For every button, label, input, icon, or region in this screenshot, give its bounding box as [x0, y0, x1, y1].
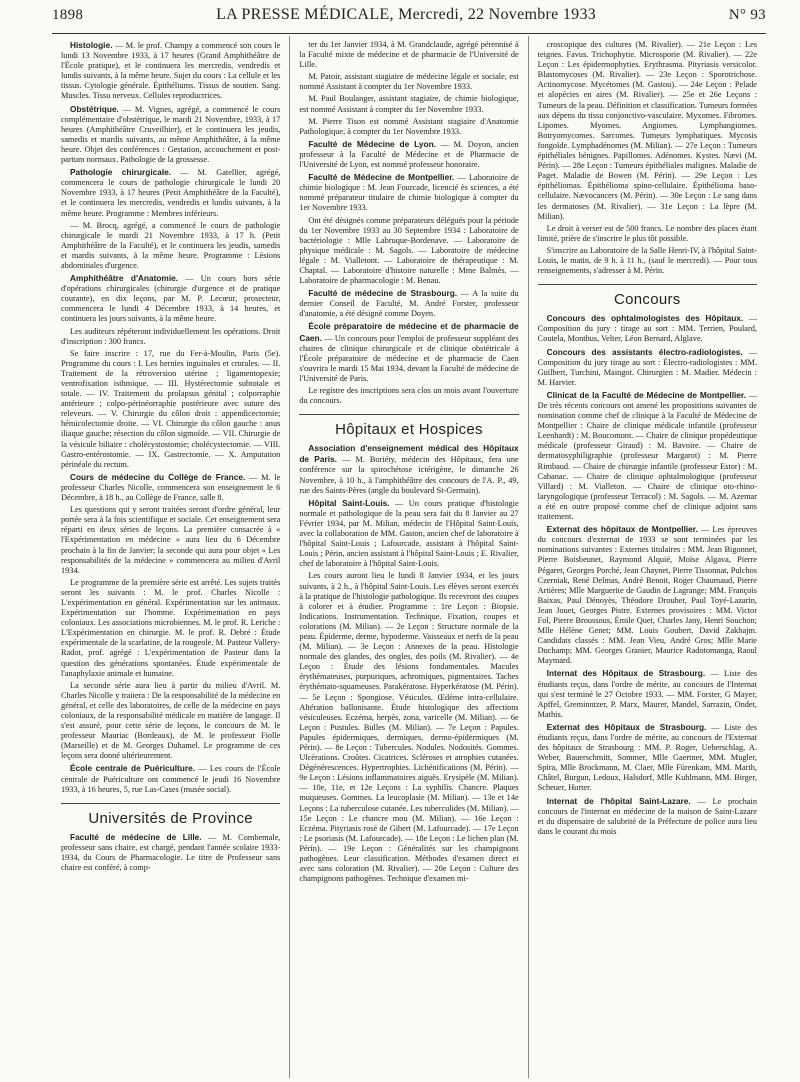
article-montpellier: Faculté de Médecine de Montpellier. — Laboratoire de chimie biologique : M. Jean Fourcade, licencié ès sciences, a été nommé préparateur titulaire de chimie biologique à compter du 1er Novembre 1933. [299, 172, 519, 213]
article-saint-louis-fee: Le droit à verser est de 500 francs. Le nombre des places étant limité, prière de s'inscrire le plus tôt possible. [537, 223, 757, 243]
article-clinicat: Clinicat de la Faculté de Médecine de Montpellier. — De très récents concours ont amené les propositions suivantes de nomination comme chef de clinique à la Faculté de Médecine de Montpellier : Chaire de clinique médicale infantile (professeur Leenhardt) : M. Boucomont. — Chaire de clinique propédeutique médicale (professeur Giraud) : M. Bavoire. — Chaire de dermatosyphiligraphie (professeur Margarot) : M. Pierre Rimbaud. — Chaire de chirurgie infantile (professeur Estor) : M. Cabanac. — Chaire de clinique ophtalmologique (professeur Villard) : M. Vialleton. — Chaire de clinique oto-rhino-laryngologique (professeur Terracol) : M. Sagols. — M. Azemar a été en outre proposé comme chef de clinique adjoint sans traitement. [537, 389, 757, 522]
article-college-4: La seconde série aura lieu à partir du milieu d'Avril. M. Charles Nicolle y traitera : De la responsabilité de la médecine en général, et celle des laboratoires, de celle de la médecine en pays coloniaux, de la responsabilité médicale en matière de langage. Il s'est assuré, pour cette série de leçons, le concours de M. le professeur Mauriac (Bordeaux), de M. le professeur Fiolle (Marseille) et de M. Georges Duhamel. Le programme de ces leçons sera donné ultérieurement. [61, 680, 281, 761]
article-saint-louis-cont: croscopique des cultures (M. Rivalier). — 21e Leçon : Les teignes. Favus. Trichophytie. Microsporie (M. Rivalier). — 22e Leçon : Les épidermophyties. Erythrasma. Pityriasis versicolor. Blastomycoses (M. Rivalier). — 23e Leçon : Sporotrichose. Actinomycose. Mycétomes (M. Gastou). — 24e Leçon : Pelade et alopécies en aires (M. Rivalier). — 25e et 26e Leçons : Tumeurs de la peau. Définition et classification. Tumeurs formées aux dépens du tissu conjonctivo-vasculaire. Myxomes. Fibromes. Lipomes. Myomes. Angiomes. Lymphangiomes. Botryomycomes. Sarcomes. Tumeurs lymphatiques. Mycosis fongoïde. Lymphadénomes (M. Milian). — 27e Leçon : Tumeurs épithéliales bénignes. Papillomes. Adénomes. Kystes. Nævi (M. Périn). — 28e Leçon : Tumeurs épithéliales malignes. Maladie de Paget. Maladie de Bowen (M. Périn). — 29e Leçon : Les épithéliomas. Épithélioma spino-cellulaire. Épithélioma baso-cellulaire. Nævocancers (M. Périn). — 30e Leçon : Le sang dans les dermatoses (M. Rivalier). — 31e Leçon : La lèpre (M. Milian). [537, 40, 757, 221]
journal-title: LA PRESSE MÉDICALE, Mercredi, 22 Novembre 1933 [216, 6, 597, 23]
column-3 [528, 36, 766, 1078]
article-college-2: Les questions qui y seront traitées seront d'ordre général, leur portée sera à la fois scientifique et sociale. Cet enseignement sera réparti en deux séries de leçons. La première consacrée à « l'Expérimentation en médecine » aura lieu du 6 Décembre prochain à la fin de Janvier; la seconde qui aura pour objet « Les responsabilités de la médecine » commencera au milieu d'Avril 1934. [61, 505, 281, 575]
section-divider [61, 803, 280, 804]
columns [52, 36, 766, 1078]
column-1 [52, 36, 289, 1078]
article-puericulture: École centrale de Puériculture. — Les cours de l'École centrale de Puériculture ont commencé le jeudi 16 Novembre 1933, à 16 heures, 5, rue Las-Cases (musée social). [61, 763, 281, 794]
article-histologie: Histologie. — M. le prof. Champy a commencé son cours le lundi 13 Novembre 1933, à 17 heures (Grand Amphithéâtre de l'École pratique), et le continuera les mercredis, vendredis et lundis suivants, à la même heure. Sujet du cours : La cellule et les tissus. Cytologie générale. Épithéliums. Tissus de soutien. Sang. Muscles. Tissu nerveux. Cellules reproductrices. [61, 40, 281, 101]
article-anatomie-3: Se faire inscrire : 17, rue du Fer-à-Moulin, Paris (5e). Programme du cours : I. Les hernies inguinales et crurales. — II. Traitement de la rétroversion utérine ; ligamentopexie; ventrofixation isthmique. — III. Hystérectomie subtotale et totale. — IV. Traitement du prolapsus génital ; colporraphie antérieure ; colpo-périnéorraphie postérieure avec suture des releveurs. — V. Chirurgie du côlon droit : appendicectomie; hémicolectomie droite. — VI. Chirurgie du côlon gauche : anus iliaque gauche; résection du côlon sigmoïde. — VII. Chirurgie de la vésicule biliaire : cholécystostomie; cholécystectomie. — VIII. Gastro-entérostomie. — IX. Gastrectomie. — X. Amputation périnéale du rectum. [61, 348, 281, 469]
article-anatomie-2: Les auditeurs répéteront individuellement les opérations. Droit d'inscription : 300 francs. [61, 326, 281, 346]
section-title-concours: Concours [614, 291, 681, 309]
article-assoc: Association d'enseignement médical des Hôpitaux de Paris. — M. Boriéty, médecin des Hôpitaux, fera une conférence sur la spirochétose ictérigène, le dimanche 26 Novembre, à 10 h., à l'amphithéâtre des concours de l'A. P., 49, rue des Saints-Pères (angle du boulevard St-Germain). [299, 443, 519, 495]
article-pathologie: Pathologie chirurgicale. — M. Gatellier, agrégé, commencera le cours de pathologie chirurgicale le lundi 20 Novembre 1933, à 17 heures (Petit Amphithéâtre de la Faculté), et le continuera les mercredis, vendredis et lundis suivants, à la même heure. Programme : Membres inférieurs. [61, 167, 281, 218]
section-title-universites: Universités de Province [88, 809, 253, 827]
article-pathologie-2: — M. Brocq, agrégé, a commencé le cours de pathologie chirurgicale le mardi 21 Novembre 1933, à 17 h. (Petit Amphithéâtre de la Faculté), et le continuera les jeudis, samedis et mardis suivants, à la même heure. Programme : Lésions abdominales d'urgence. [61, 220, 281, 270]
article-lille-4: M. Pierre Tison est nommé Assistant stagiaire d'Anatomie Pathologique, à compter du 1er Novembre 1933. [299, 116, 519, 136]
article-lyon: Faculté de Médecine de Lyon. — M. Doyon, ancien professeur à la Faculté de Médecine et de Pharmacie de l'Université de Lyon, est nommé professeur honoraire. [299, 138, 519, 170]
article-lille-3: M. Paul Boulanger, assistant stagiaire, de chimie biologique, est nommé Assistant à compter du 1er Novembre 1933. [299, 94, 519, 114]
article-lille-2: M. Patoir, assistant stagiaire de médecine légale et sociale, est nommé Assistant à compter du 1er Novembre 1933. [299, 72, 519, 92]
article-saint-louis-2: Les cours auront lieu le lundi 8 Janvier 1934, et les jours suivants, à 2 h., à l'hôpital Saint-Louis. Les élèves seront exercés à la pratique de l'histologie pathologique. Ils recevront des coupes à colorer et à étudier. Programme : 1re Leçon : Biopsie. Indications. Instrumentation. Technique. Fixation, coupes et colorations (M. Milian). — 2e Leçon : Structure normale de la peau. Épiderme, derme, hypoderme. Vaisseaux et nerfs de la peau (M. Milian). — 3e Leçon : Annexes de la peau. Histologie normale des glandes, des ongles, des poils (M. Rivalier). — 4e Leçon : Étude des lésions fondamentales. Macules érythémateuses, purpuriques, achromiques, pigmentaires. Taches érythémato-squameuses. Parakératose. Hyperkératose (M. Périn). — 5e Leçon : Spongiose. Vésicules. Œdème intra-cellulaire. Altération ballonisante. Étude histologique des affections vésiculeuses. Eczéma, herpès, zona, varicelle (M. Milian). — 6e Leçon : Pustules. Bulles (M. Milian). — 7e Leçon : Papules. Papules épidermiques, dermiques, dermo-épidermiques (M. Périn). — 8e Leçon : Tubercules. Nodules. Nodosités. Gommes. Ulcérations. Croûtes. Cicatrices. Scléroses et atrophies cutanées. Dégénérescences. Hypertrophies. Lichénifications (M. Périn). — 9e Leçon : Lésions inflammatoires aiguës. Erysipèle (M. Milian). — 10e, 11e, et 12e Leçons : La syphilis. Chancre. Plaques muqueuses. Gommes. La leucoplasie (M. Milian). — 13e et 14e Leçons : La tuberculose cutanée. Les tuberculides (M. Milian). — 15e Leçon : Le chancre mou (M. Milian). — 16e Leçon : Eczéma. Pityriasis rosé de Gibert (M. Lafourcade). — 17e Leçon : Le psoriasis (M. Lafourcade). — 18e Leçon : Le lichen plan (M. Périn). — 19e Leçon : Généralités sur les champignons pathogènes. Leur classification. Méthodes d'examen direct et avec sans coloration (M. Rivalier). — 20e Leçon : Culture des champignons pathogènes. Technique d'examen mi- [299, 571, 519, 884]
article-caen-2: Le registre des inscriptions sera clos un mois avant l'ouverture du concours. [299, 386, 519, 406]
article-caen: École préparatoire de médecine et de pharmacie de Caen. — Un concours pour l'emploi de professeur suppléant des chaires de clinique chirurgicale et de clinique obstétricale à l'École préparatoire de médecine et de pharmacie de Caen s'ouvrira le mardi 15 Mai 1934, devant la Faculté de médecine de l'Université de Paris. [299, 321, 519, 383]
article-lille: Faculté de médecine de Lille. — M. Combemale, professeur sans chaire, est chargé, pendant l'année scolaire 1933-1934, du Cours de Pharmacologie. Le titre de Professeur sans chaire est conféré, à comp- [61, 831, 281, 873]
section-title-hopitaux: Hôpitaux et Hospices [335, 421, 483, 439]
section-divider [299, 414, 518, 415]
article-college-3: Le programme de la première série est arrêté. Les sujets traités seront les suivants : M. le prof. Charles Nicolle : L'expérimentation en général. Expérimentation sur les animaux. Expérimentation sur l'homme. Expérimentation en pays coloniaux. Les associations microbiennes. M. le prof. R. Leriche : L'Expérimentation en chirurgie. M. le prof. R. Debré : Étude expérimentale de la scarlatine, de la rougeole. M. Pasteur Vallery-Radot, prof. agrégé : L'expérimentation de Pasteur dans la question des générations spontanées. Étude expérimentale de l'anaphylaxie animale et humaine. [61, 577, 281, 678]
issue-number: N° 93 [728, 7, 766, 23]
article-lille-cont: ter du 1er Janvier 1934, à M. Grandclaude, agrégé pérennisé à la Faculté mixte de médecine et de pharmacie de l'Université de Lille. [299, 40, 519, 70]
article-internat-strasbourg: Internat des Hôpitaux de Strasbourg. — Liste des étudiants reçus, dans l'ordre de mérite, au concours de l'Internat qui s'est terminé le 27 Octobre 1933. — MM. Forster, G Mayer, Apffel, Greminntzer, P. Marx, Maurer, Mandel, Sarrazin, Ondet, Mathis. [537, 668, 757, 719]
article-strasbourg: Faculté de médecine de Strasbourg. — A la suite du dernier Conseil de Faculté, M. André Forster, professeur d'anatomie, a été désigné comme Doyen. [299, 288, 519, 319]
article-saint-lazare: Internat de l'hôpital Saint-Lazare. — Le prochain concours de l'internat en médecine de la maison de Saint-Lazare et du dispensaire de salubrité de la Préfecture de police aura lieu dans le courant du mois [537, 795, 757, 836]
article-obstetrique: Obstétrique. — M. Vignes, agrégé, a commencé le cours complémentaire d'obstétrique, le mardi 21 Novembre, 1933, à 17 heures (Amphithéâtre Cruveilhier), et le continuera les jeudis, samedis et mardis suivants, au même Amphithéâtre, à la même heure. Objet des conférences : Gestation, accouchement et post-partum normaux. Pathologie de la grossesse. [61, 103, 281, 165]
article-saint-louis-inscr: S'inscrire au Laboratoire de la Salle Henri-IV, à l'hôpital Saint-Louis, le matin, de 9 h. à 11 h., (sauf le mercredi). — Pour tous renseignements, s'adresser à M. Périn. [537, 245, 757, 276]
article-externat-strasbourg: Externat des Hôpitaux de Strasbourg. — Liste des étudiants reçus, dans l'ordre de mérite, au concours de l'Externat des hôpitaux de Strasbourg : MM. P. Roger, Ueberschlag, A. Weber, Bauerschmitt, Sommer, Mlle Gaertner, MM. Mugler, Spira, Mlle Brockmann, M. Claer, Mlle Fürenkam, MM. Marth, Châtel, Burgun, Ledoux, Halsdorf, Mlle Kuhlmann, MM. Birger, Scheuer, Hurter. [537, 721, 757, 793]
column-2 [289, 36, 527, 1078]
article-anatomie: Amphithéâtre d'Anatomie. — Un cours hors série d'opérations chirurgicales (chirurgie d'urgence et de pratique courante), en dix leçons, par M. P. Lecœur, prosecteur, commencera le lundi 4 Décembre 1933, à 14 heures, et continuera les jours suivants, à la même heure. [61, 273, 281, 324]
article-externat-montpellier: Externat des hôpitaux de Montpellier. — Les épreuves du concours d'externat de 1933 se sont terminées par les nominations suivantes : Externes titulaires : MM. Jean Bigonnet, Pierre Boisbeunet, Raymond Alquié, Moïse Algava, Pierre Pégaret, Georges Porché, Jean Chaynet, Pierre Tissonnat, Pulchos Czerniak, René Delmas, André Benoit, Roger Chaumaud, Pierre Artières; Mlle Marguerite de Gaudin de Lagrange; MM. François Baixas, Paul Dénoyès, Théodore Drouhet, Paul Toyé-Lazarin, Jean Jouet, Georges Pistre. Externes provisoires : MM. Victor Fol, Pierre Broussous, Émile Quet, Charles Jany, Henri Souchon; Mlle Hélène Genet; MM. Louis Goubert, David Zakhajm. Candidats classés : MM. Jean Vieu, André Gros; Mlle Marie Duchamp; MM. Georges Granier, Maurice Radotomanga, Raoul Maymard. [537, 524, 757, 666]
article-ophtalmo: Concours des ophtalmologistes des Hôpitaux. — Composition du jury : tirage au sort : MM. Terrien, Poulard, Coutela, Monthus, Velter, Léon Bernard, Alglave. [537, 313, 757, 344]
article-electro: Concours des assistants électro-radiologistes. — Composition du jury tirage au sort : Électro-radiologistes : MM. Guilbert, Turchini, Maingot. Chirurgien : M. Madier. Médecin : M. Harvier. [537, 346, 757, 387]
section-divider [538, 284, 757, 285]
page-year: 1898 [52, 7, 84, 23]
article-saint-louis: Hôpital Saint-Louis. — Un cours pratique d'histologie normale et pathologique de la peau sera fait du 8 Janvier au 27 Février 1934, par M. Milian, médecin de l'Hôpital Saint-Louis, avec la collaboration de MM. Gaston, ancien chef de laboratoire à l'hôpital Saint-Louis ; Lafourcade, assistant à l'hôpital Saint-Louis ; Périn, ancien assistant à l'hôpital Saint-Louis ; E. Rivalier, chef de laboratoire à l'hôpital Saint-Louis. [299, 497, 519, 569]
page-header [52, 0, 766, 34]
article-montpellier-2: Ont été désignés comme préparateurs délégués pour la période du 1er Novembre 1933 au 30 Septembre 1934 : Laboratoire de bactériologie : Mlle Labruque-Bordenave. — Laboratoire de physique médicale : M. Sagols. — Laboratoire de médecine légale : M. Vialletont. — Laboratoire de thérapeutique : M. Chaptal. — Laboratoire d'histoire naturelle : Mme Balmès. — Laboratoire de pharmacologie : M. Benau. [299, 215, 519, 286]
article-college: Cours de médecine du Collège de France. — M. le professeur Charles Nicolle, commencera son enseignement le 6 Décembre, à 18 h., au Collège de France, salle 8. [61, 471, 281, 503]
